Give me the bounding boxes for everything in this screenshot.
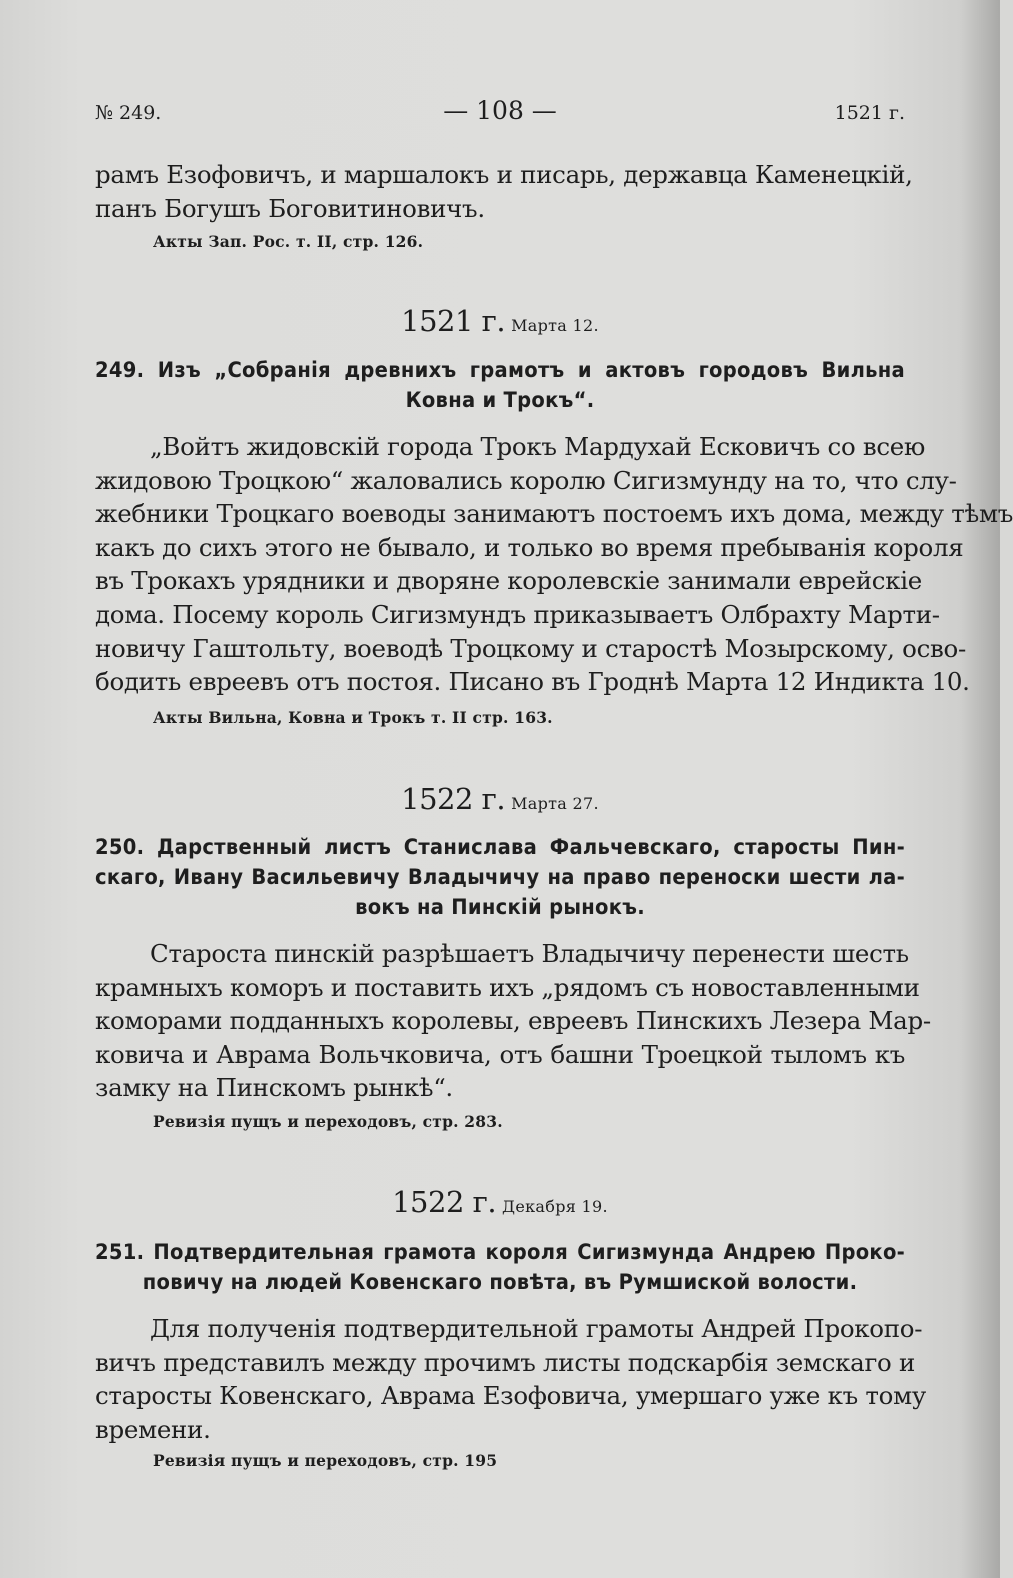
- date-month: Декабря 19.: [502, 1197, 608, 1216]
- text-line: бодить евреевъ отъ постоя. Писано въ Гроднѣ Марта 12 Индикта 10.: [95, 667, 970, 697]
- text-line: новичу Гаштольту, воеводѣ Троцкому и старостѣ Мозырскому, осво-: [95, 633, 966, 663]
- heading-line: скаго, Ивану Васильевичу Владычичу на право переноски шести ла-: [95, 865, 906, 889]
- entry-heading: [95, 832, 906, 922]
- text-line: дома. Посему король Сигизмундъ приказываетъ Олбрахту Марти-: [95, 599, 940, 629]
- running-header: [95, 96, 905, 130]
- entry-date: [95, 781, 905, 822]
- date-year: 1522 г.: [401, 782, 506, 816]
- text-line: ковича и Аврама Вольчковича, отъ башни Троецкой тыломъ къ: [95, 1039, 905, 1069]
- text-line: крамныхъ коморъ и поставить ихъ „рядомъ съ новоставленными: [95, 972, 920, 1002]
- entry-body: [95, 1312, 926, 1446]
- entry-heading: [95, 355, 906, 415]
- source-citation: Ревизія пущъ и переходовъ, стр. 283.: [153, 1112, 503, 1131]
- page-number: — 108 —: [443, 96, 557, 125]
- header-year: 1521 г.: [834, 102, 905, 124]
- text-line: времени.: [95, 1414, 211, 1444]
- source-citation: Акты Зап. Рос. т. II, стр. 126.: [153, 232, 424, 251]
- date-month: Марта 12.: [511, 316, 599, 335]
- text-line: „Войтъ жидовскій города Трокъ Мардухай Есковичъ со всею: [150, 432, 926, 461]
- heading-line: 251. Подтвердительная грамота короля Сигизмунда Андрею Проко-: [95, 1240, 906, 1264]
- entry-body: [95, 937, 931, 1105]
- text-line: коморами подданныхъ королевы, евреевъ Пинскихъ Лезера Мар-: [95, 1006, 931, 1036]
- date-year: 1522 г.: [392, 1185, 497, 1219]
- source-citation: Акты Вильна, Ковна и Трокъ т. II стр. 163.: [153, 708, 553, 727]
- intro-paragraph: [95, 158, 913, 225]
- text-line: жидовою Троцкою“ жаловались королю Сигизмунду на то, что слу-: [95, 465, 957, 495]
- text-line: жебники Троцкаго воеводы занимаютъ постоемъ ихъ дома, между тѣмъ: [95, 499, 1013, 529]
- text-line: какъ до сихъ этого не бывало, и только во время пребыванія короля: [95, 532, 964, 562]
- entry-date: [95, 303, 905, 344]
- text-line: рамъ Езофовичъ, и маршалокъ и писарь, державца Каменецкій,: [95, 160, 913, 189]
- date-month: Марта 27.: [511, 794, 599, 813]
- text-line: панъ Богушъ Боговитиновичъ.: [95, 193, 485, 223]
- text-line: въ Трокахъ урядники и дворяне королевскіе занимали еврейскіе: [95, 566, 922, 596]
- entry-body: [95, 430, 1013, 699]
- text-line: старосты Ковенскаго, Аврама Езофовича, умершаго уже къ тому: [95, 1381, 926, 1411]
- source-citation: Ревизія пущъ и переходовъ, стр. 195: [153, 1451, 498, 1470]
- text-line: Староста пинскій разрѣшаетъ Владычичу перенести шесть: [150, 939, 909, 968]
- heading-line: 249. Изъ „Собранія древнихъ грамотъ и актовъ городовъ Вильна: [95, 358, 906, 382]
- heading-line: 250. Дарственный листъ Станислава Фальчевскаго, старосты Пин-: [95, 835, 906, 859]
- heading-line: повичу на людей Ковенскаго повѣта, въ Румшиской волости.: [142, 1270, 858, 1294]
- text-line: вичъ представилъ между прочимъ листы подскарбія земскаго и: [95, 1347, 915, 1377]
- entry-date: [95, 1184, 905, 1225]
- document-number: № 249.: [95, 102, 162, 124]
- heading-line: Ковна и Трокъ“.: [405, 388, 595, 412]
- text-line: Для полученія подтвердительной грамоты Андрей Прокопо-: [150, 1314, 923, 1343]
- date-year: 1521 г.: [401, 304, 506, 338]
- heading-line: вокъ на Пинскій рынокъ.: [355, 895, 645, 919]
- entry-heading: [95, 1237, 906, 1297]
- text-line: замку на Пинскомъ рынкѣ“.: [95, 1073, 453, 1103]
